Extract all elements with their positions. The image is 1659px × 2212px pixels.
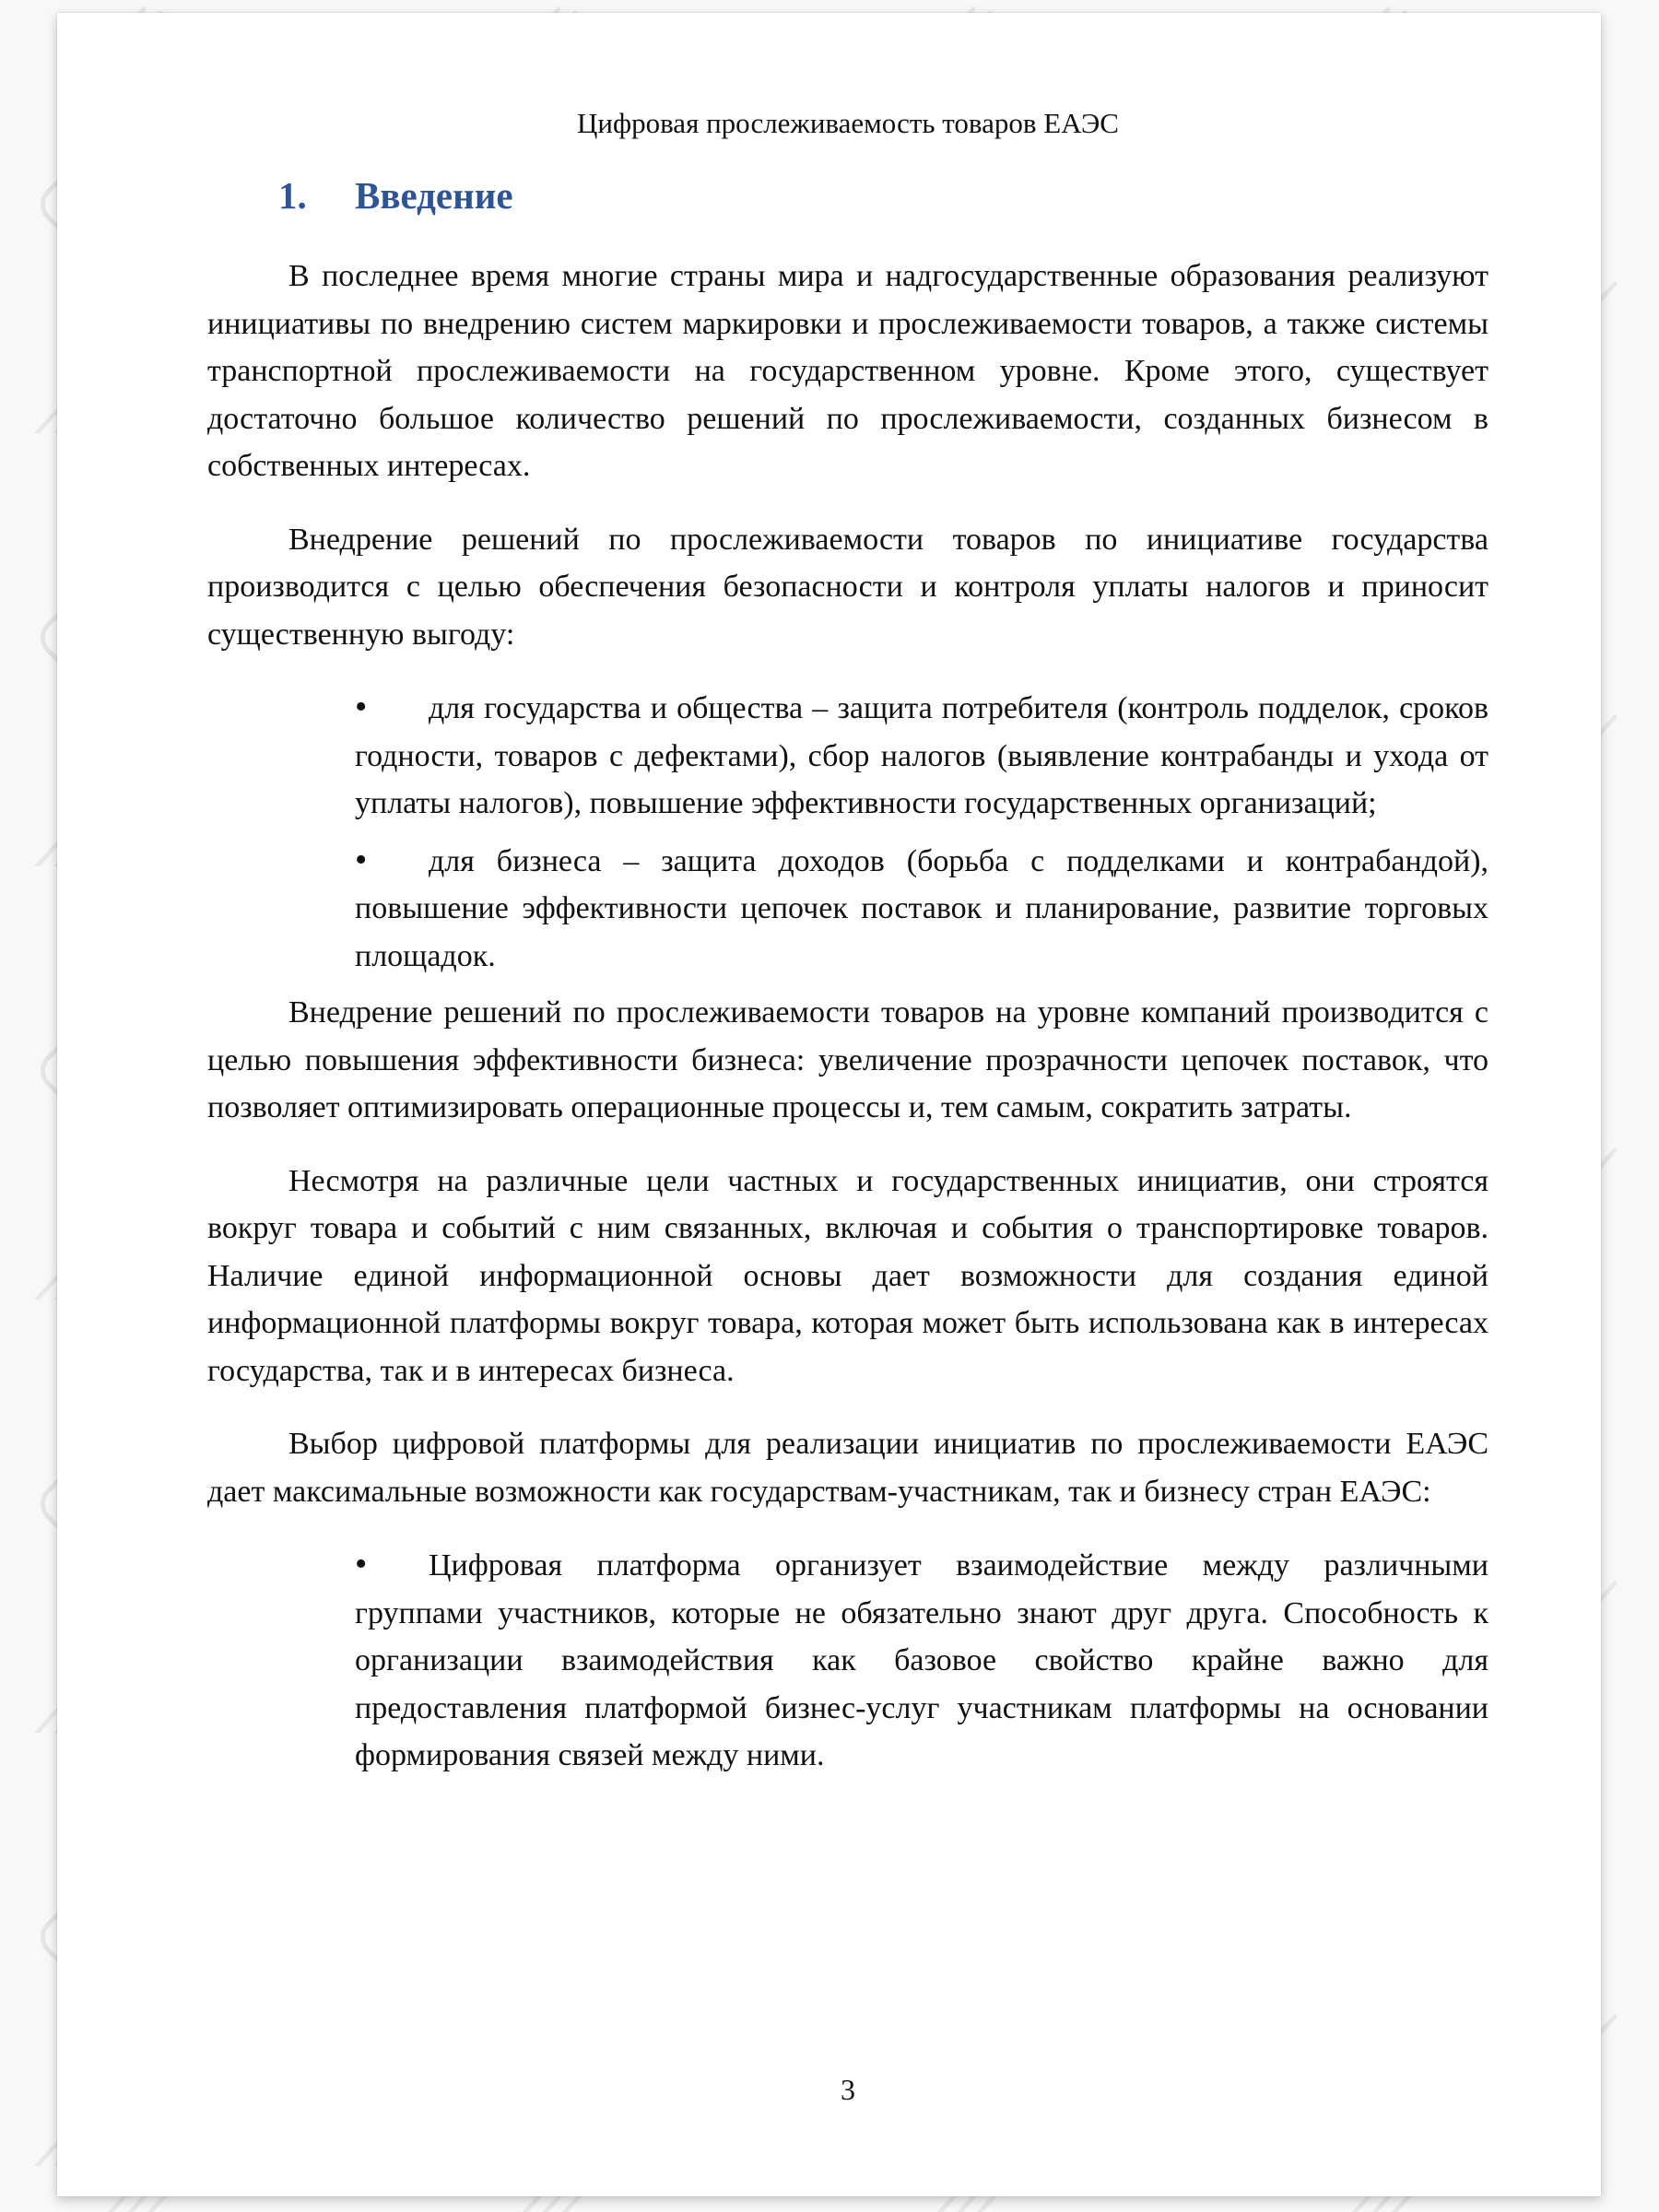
section-heading	[278, 171, 1488, 219]
list-item-government	[355, 684, 1488, 828]
paragraph-intro-2: Внедрение решений по прослеживаемости товаров по инициативе государства производится с целью обеспечения безопасности и контроля уплаты налогов и приносит существенную выгоду:	[207, 522, 1488, 652]
section-heading-title: Введение	[355, 174, 513, 217]
list-item-platform	[355, 1541, 1488, 1780]
bullet-icon: •	[355, 840, 368, 879]
paragraph-company-level: Внедрение решений по прослеживаемости товаров на уровне компаний производится с целью повышения эффективности бизнеса: увеличение прозрачности цепочек поставок, что позволяет оптимизировать операционные процессы и, тем самым, сократить затраты.	[207, 995, 1488, 1124]
list-item-text: Цифровая платформа организует взаимодействие между различными группами участников, которые не обязательно знают друг друга. Способность к организации взаимодействия как базовое свойство крайне важно для предоставления платформой бизнес-услуг участникам платформы на основании формирования связей между ними.	[355, 1548, 1488, 1772]
paragraph-intro-1: В последнее время многие страны мира и надгосударственные образования реализуют инициативы по внедрению систем маркировки и прослеживаемости товаров, а также системы транспортной прослеживаемости на государственном уровне. Кроме этого, существует достаточно большое количество решений по прослеживаемости, созданных бизнесом в собственных интересах.	[207, 259, 1488, 483]
page-number: 3	[841, 2073, 855, 2106]
list-item-text: для государства и общества – защита потребителя (контроль подделок, сроков годности, товаров с дефектами), сбор налогов (выявление контрабанды и ухода от уплаты налогов), повышение эффективности государственных организаций;	[355, 691, 1488, 820]
section-heading-number: 1.	[278, 174, 307, 217]
paragraph-platform-choice: Выбор цифровой платформы для реализации инициатив по прослеживаемости ЕАЭС дает максимальные возможности как государствам-участникам, так и бизнесу стран ЕАЭС:	[207, 1427, 1488, 1509]
list-item-text: для бизнеса – защита доходов (борьба с подделками и контрабандой), повышение эффективности цепочек поставок и планирование, развитие торговых площадок.	[355, 843, 1488, 973]
document-page	[57, 13, 1601, 2196]
paragraph-common-basis: Несмотря на различные цели частных и государственных инициатив, они строятся вокруг товара и событий с ним связанных, включая и события о транспортировке товаров. Наличие единой информационной основы дает возможности для создания единой информационной платформы вокруг товара, которая может быть использована как в интересах государства, так и в интересах бизнеса.	[207, 1163, 1488, 1388]
running-header: Цифровая прослеживаемость товаров ЕАЭС	[577, 107, 1119, 139]
bullet-icon: •	[355, 688, 368, 726]
bullet-icon: •	[355, 1545, 368, 1583]
list-item-business	[355, 837, 1488, 981]
